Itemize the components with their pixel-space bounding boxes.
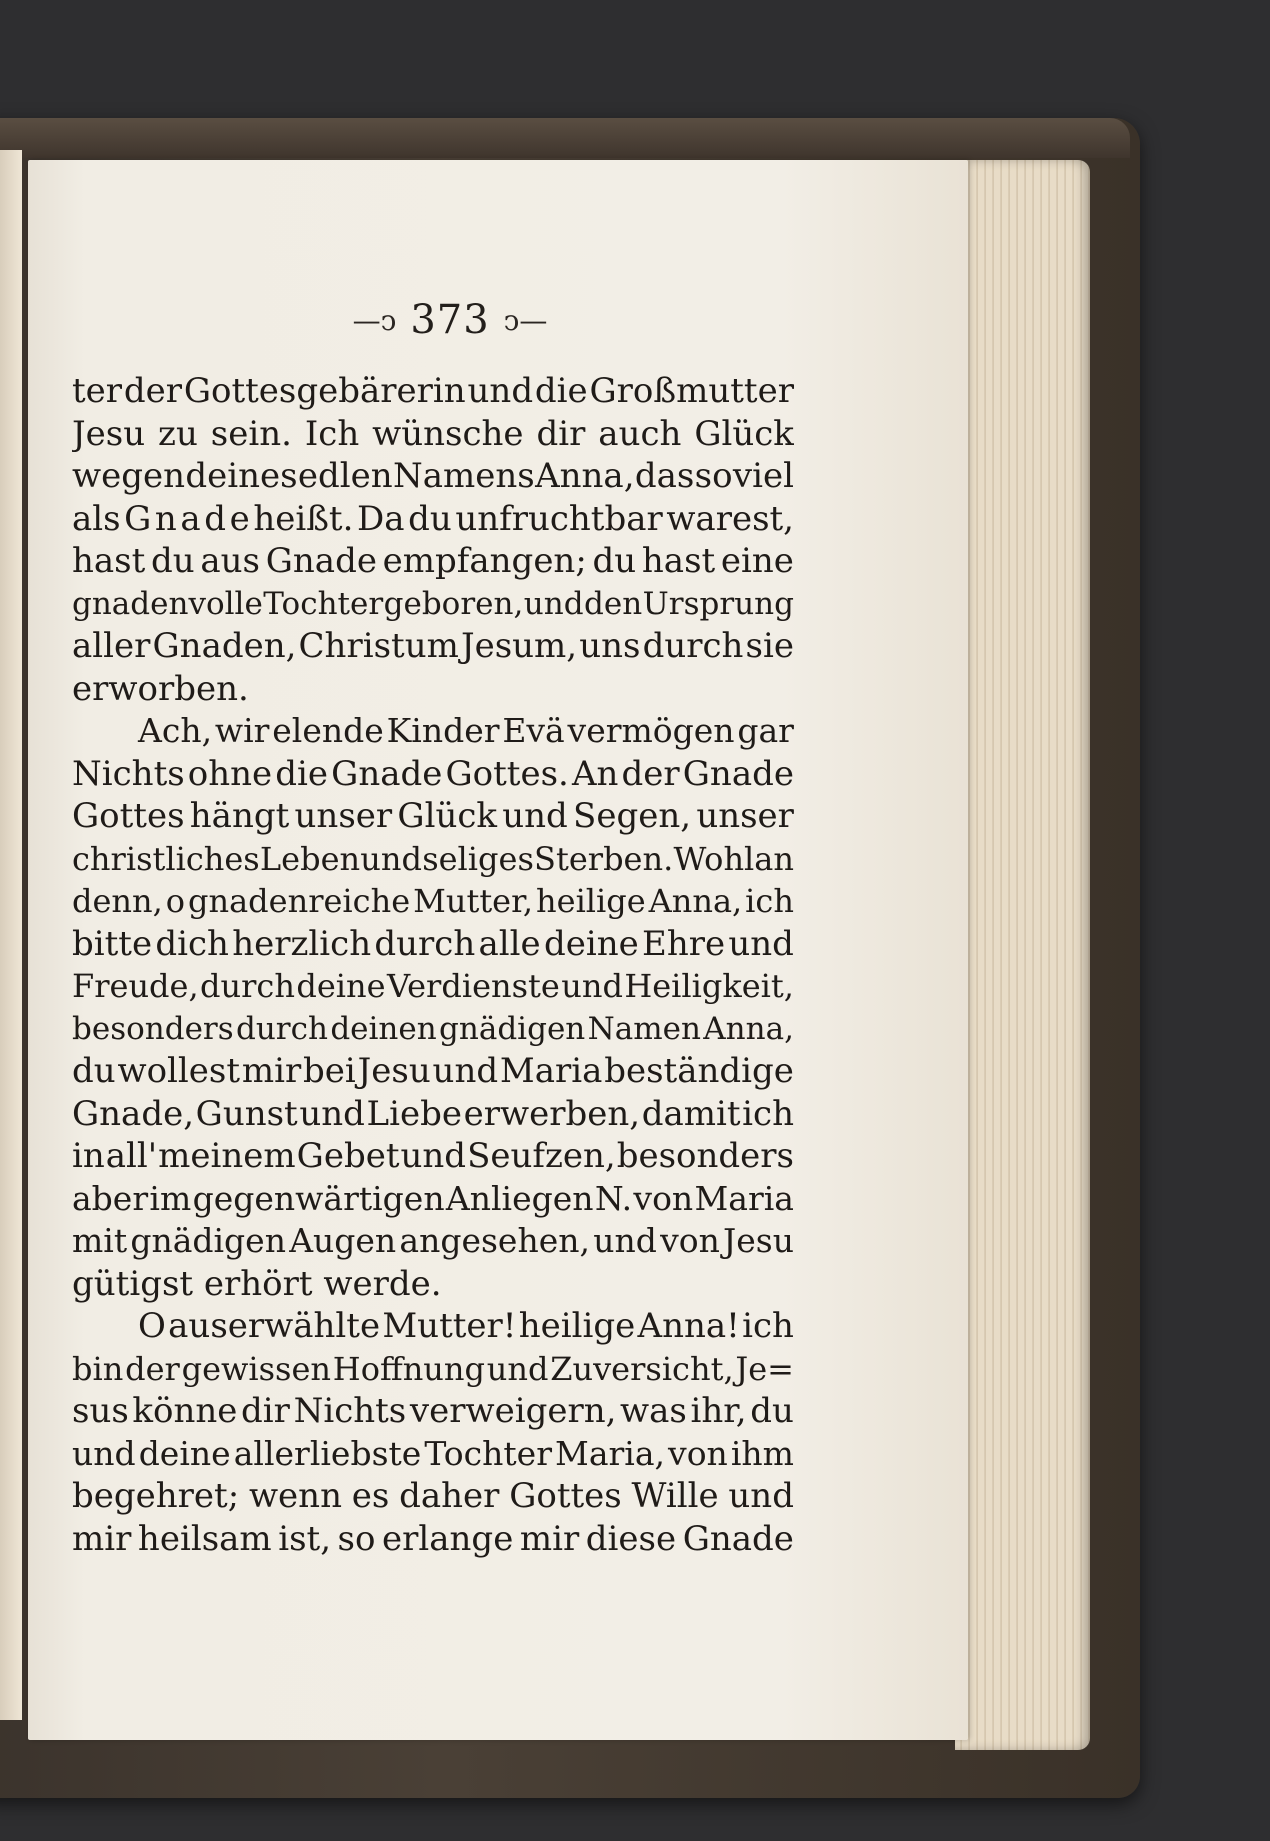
cover-top-edge <box>0 118 1130 158</box>
text-line: Freude, durch deine Verdienste und Heiligkeit, <box>72 967 794 1005</box>
text-line: wegen deines edlen Namens Anna, das so viel <box>72 456 794 496</box>
text-line: bitte dich herzlich durch alle deine Ehre und <box>72 923 794 964</box>
page-edges-stack <box>955 160 1090 1750</box>
text-line: mit gnädigen Augen angesehen, und von Jesu <box>72 1221 794 1260</box>
text-line: Gottes hängt unser Glück und Segen, unser <box>72 796 794 836</box>
text-line: hast du aus Gnade empfangen; du hast eine <box>72 541 794 581</box>
text-line: ter der Gottesgebärerin und die Großmutter <box>72 371 794 411</box>
text-line: sus könne dir Nichts verweigern, was ihr, du <box>72 1391 794 1431</box>
page-number: 373 <box>410 297 490 343</box>
paragraph-start-line: O auserwählte Mutter! heilige Anna! ich <box>138 1306 794 1346</box>
text-line: als G n a d e heißt. Da du unfruchtbar warest, <box>72 498 794 539</box>
page-body <box>72 370 794 1600</box>
text-line: begehret; wenn es daher Gottes Wille und <box>72 1476 794 1516</box>
text-line: in all' meinem Gebet und Seufzen, besonders <box>72 1136 794 1176</box>
text-line: Nichts ohne die Gnade Gottes. An der Gnade <box>72 753 794 794</box>
text-line: denn, o gnadenreiche Mutter, heilige Anna, ich <box>72 882 794 920</box>
page-header <box>320 290 580 350</box>
text-line: mir heilsam ist, so erlange mir diese Gnade <box>72 1518 794 1559</box>
text-line: aller Gnaden, Christum Jesum, uns durch sie <box>72 626 794 666</box>
text-line: Jesu zu sein. Ich wünsche dir auch Glück <box>72 413 794 454</box>
right-ornament: ↄ— <box>503 303 548 337</box>
previous-page-edge <box>0 150 22 1720</box>
text-line: bin der gewissen Hoffnung und Zuversicht, Je= <box>72 1349 794 1388</box>
text-line: Gnade, Gunst und Liebe erwerben, damit ich <box>72 1093 794 1134</box>
text-line: gütigst erhört werde. <box>72 1263 442 1304</box>
text-line: besonders durch deinen gnädigen Namen Anna, <box>72 1010 794 1047</box>
text-line: erworben. <box>72 668 249 709</box>
left-ornament: —ↄ <box>352 303 397 337</box>
text-line: und deine allerliebste Tochter Maria, von ihm <box>72 1433 794 1473</box>
text-line: aber im gegenwärtigen Anliegen N. von Maria <box>72 1178 794 1218</box>
paragraph-start-line: Ach, wir elende Kinder Evä vermögen gar <box>138 711 794 750</box>
text-line: christliches Leben und seliges Sterben. Wohlan <box>72 839 794 878</box>
text-line: du wollest mir bei Jesu und Maria beständige <box>72 1051 794 1091</box>
text-line: gnadenvolle Tochter geboren, und den Ursprung <box>72 585 794 622</box>
